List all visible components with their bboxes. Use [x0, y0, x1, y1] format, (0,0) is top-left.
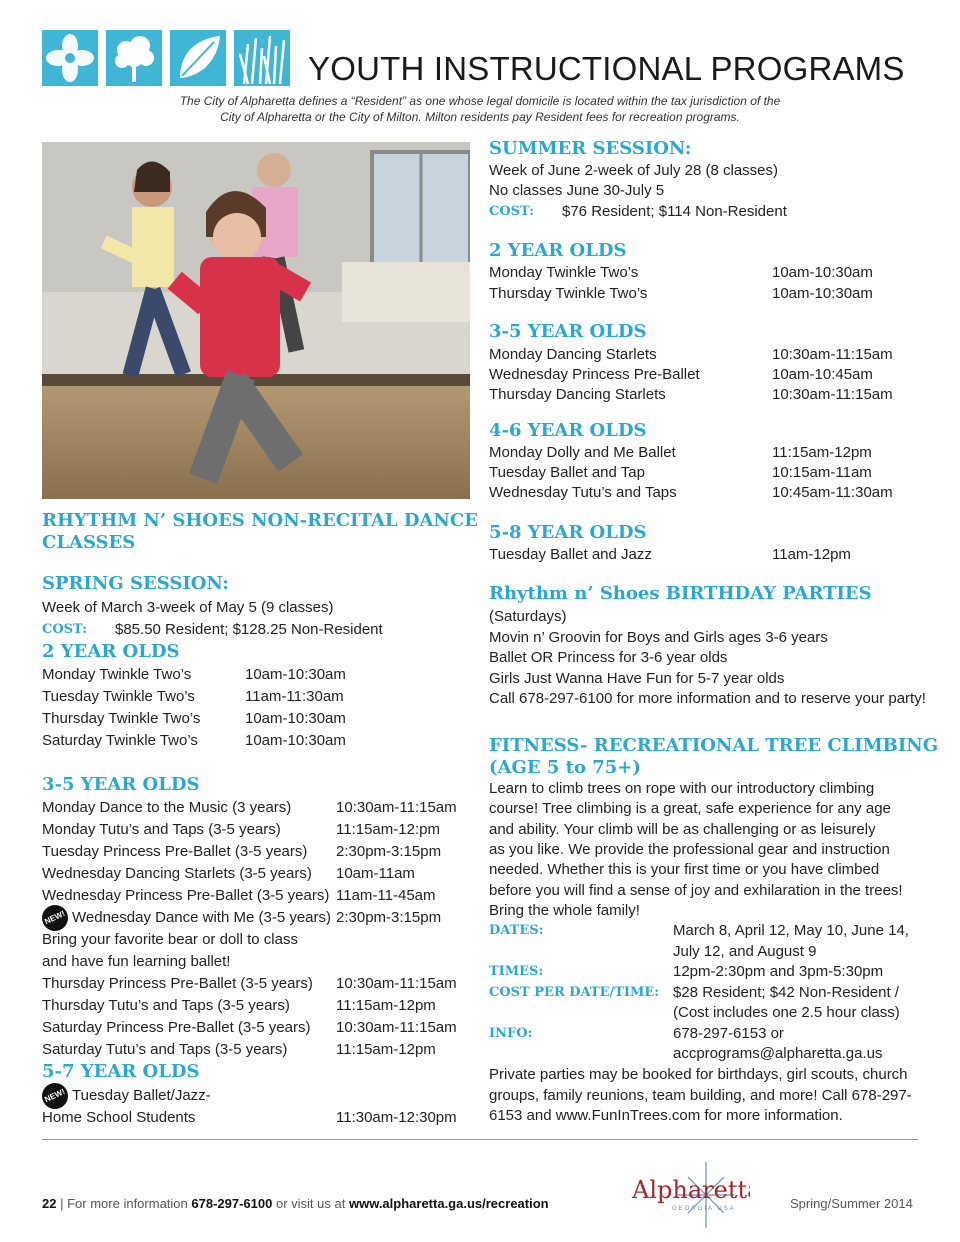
footer-separator: |: [60, 1196, 64, 1211]
birthday-line: Girls Just Wanna Have Fun for 5-7 year olds: [489, 669, 785, 687]
summer-cost-value: $76 Resident; $114 Non-Resident: [562, 203, 787, 220]
class-name: Monday Tutu’s and Taps (3-5 years): [42, 821, 281, 838]
description-line: as you like. We provide the professional gear and instruction: [489, 840, 890, 858]
class-name: Wednesday Dance with Me (3-5 years): [72, 909, 331, 926]
summer-no-classes: No classes June 30-July 5: [489, 182, 665, 199]
ballet-jazz-time: 11:30am-12:30pm: [336, 1109, 457, 1126]
grass-icon: [234, 30, 290, 86]
cost-per-date-value-line-1: $28 Resident; $42 Non-Resident /: [673, 984, 899, 1001]
class-name: Monday Twinkle Two’s: [42, 666, 192, 683]
description-line: before you will find a sense of joy and exhilaration in the trees!: [489, 881, 903, 899]
dates-label: DATES:: [489, 923, 544, 938]
class-name: Saturday Twinkle Two’s: [42, 732, 198, 749]
tree-climbing-heading-line-1: FITNESS- RECREATIONAL TREE CLIMBING: [489, 735, 939, 756]
program-title-line-2: CLASSES: [42, 532, 136, 553]
class-time: 10:30am-11:15am: [772, 346, 893, 363]
cost-per-date-label: COST PER DATE/TIME:: [489, 985, 660, 1000]
class-time: 10:15am-11am: [772, 464, 872, 481]
ballet-jazz-line-1: Tuesday Ballet/Jazz-: [72, 1087, 211, 1104]
class-name: Wednesday Tutu’s and Taps: [489, 484, 677, 501]
times-value: 12pm-2:30pm and 3pm-5:30pm: [673, 963, 884, 980]
footer-website-link[interactable]: www.alpharetta.ga.us/recreation: [348, 1196, 549, 1211]
dance-class-photo: [42, 142, 470, 499]
class-name: Saturday Princess Pre-Ballet (3-5 years): [42, 1019, 311, 1036]
logo-subtext: GEORGIA USA: [672, 1206, 736, 1212]
footer-divider: [42, 1139, 918, 1140]
class-time: 11am-12pm: [772, 546, 851, 563]
class-name: Tuesday Ballet and Jazz: [489, 546, 652, 563]
birthday-parties-heading: Rhythm n’ Shoes BIRTHDAY PARTIES: [489, 583, 872, 604]
summer-3-5-year-heading: 3-5 YEAR OLDS: [489, 321, 647, 342]
description-line: Learn to climb trees on rope with our introductory climbing: [489, 780, 875, 797]
class-name: Monday Dolly and Me Ballet: [489, 444, 676, 461]
summer-session-dates: Week of June 2-week of July 28 (8 classes): [489, 162, 779, 179]
logo-wordmark: Alpharetta: [632, 1176, 750, 1204]
summer-session-heading: SUMMER SESSION:: [489, 138, 692, 159]
class-time: 11am-11:30am: [245, 688, 344, 705]
class-time: 11:15am-12pm: [336, 997, 436, 1014]
birthday-line: (Saturdays): [489, 608, 567, 625]
description-line: and ability. Your climb will be as challenging or as leisurely: [489, 820, 876, 838]
spring-session-dates: Week of March 3-week of May 5 (9 classes): [42, 599, 334, 616]
class-name: Thursday Twinkle Two’s: [42, 710, 201, 727]
class-time: 2:30pm-3:15pm: [336, 843, 442, 860]
class-name: Thursday Twinkle Two’s: [489, 285, 648, 302]
bear-note-line-2: and have fun learning ballet!: [42, 953, 231, 970]
class-time: 2:30pm-3:15pm: [336, 909, 442, 926]
spring-3-5-year-heading: 3-5 YEAR OLDS: [42, 774, 200, 795]
class-time: 10:30am-11:15am: [336, 799, 457, 816]
class-time: 11:15am-12pm: [772, 444, 872, 461]
footer-visit-text: or visit us at: [275, 1196, 346, 1211]
footer-phone: 678-297-6100: [191, 1196, 273, 1211]
class-time: 10am-10:45am: [772, 366, 873, 383]
private-parties-line: Private parties may be booked for birthdays, girl scouts, church: [489, 1066, 908, 1083]
flower-icon: [42, 30, 98, 86]
footer-info-prefix: For more information: [67, 1196, 188, 1211]
dates-value-line-1: March 8, April 12, May 10, June 14,: [673, 922, 909, 939]
class-name: Monday Twinkle Two’s: [489, 264, 639, 281]
class-time: 10:30am-11:15am: [336, 975, 457, 992]
resident-note-line-1: The City of Alpharetta defines a “Resident” as one whose legal domicile is located within the tax jurisdiction of the: [179, 94, 781, 108]
class-time: 10:30am-11:15am: [336, 1019, 457, 1036]
summer-cost-label: COST:: [489, 204, 535, 219]
private-parties-line: groups, family reunions, team building, and more! Call 678-297-: [489, 1086, 912, 1104]
class-time: 10:45am-11:30am: [772, 484, 893, 501]
class-time: 11:15am-12pm: [336, 1041, 436, 1058]
class-name: Monday Dancing Starlets: [489, 346, 657, 363]
spring-2-year-heading: 2 YEAR OLDS: [42, 641, 180, 662]
class-time: 10am-10:30am: [245, 710, 346, 727]
page-title: YOUTH INSTRUCTIONAL PROGRAMS: [308, 50, 905, 87]
spring-5-7-year-heading: 5-7 YEAR OLDS: [42, 1061, 200, 1082]
season-label: Spring/Summer 2014: [790, 1196, 913, 1211]
info-label: INFO:: [489, 1026, 533, 1041]
class-name: Tuesday Ballet and Tap: [489, 464, 645, 481]
times-label: TIMES:: [489, 964, 544, 979]
alpharetta-logo: [630, 1160, 750, 1230]
spring-cost-label: COST:: [42, 622, 88, 637]
class-name: Tuesday Princess Pre-Ballet (3-5 years): [42, 843, 308, 860]
cost-per-date-value-line-2: (Cost includes one 2.5 hour class): [673, 1004, 900, 1021]
footer-info: [42, 1196, 549, 1211]
description-line: Bring the whole family!: [489, 901, 640, 919]
info-phone: 678-297-6153 or: [673, 1025, 784, 1042]
new-badge: NEW!: [38, 1079, 73, 1114]
class-time: 10am-10:30am: [772, 264, 873, 281]
class-time: 10am-11am: [336, 865, 415, 882]
class-name: Wednesday Dancing Starlets (3-5 years): [42, 865, 312, 882]
summer-4-6-year-heading: 4-6 YEAR OLDS: [489, 420, 647, 441]
class-name: Saturday Tutu’s and Taps (3-5 years): [42, 1041, 288, 1058]
new-badge: NEW!: [38, 901, 73, 936]
birthday-line: Ballet OR Princess for 3-6 year olds: [489, 649, 728, 666]
class-time: 10am-10:30am: [245, 666, 346, 683]
class-name: Tuesday Twinkle Two’s: [42, 688, 195, 705]
class-name: Wednesday Princess Pre-Ballet (3-5 years): [42, 887, 330, 904]
class-name: Thursday Dancing Starlets: [489, 386, 666, 403]
class-name: Wednesday Princess Pre-Ballet: [489, 366, 700, 383]
leaf-icon: [170, 30, 226, 86]
class-time: 11am-11-45am: [336, 887, 436, 904]
bear-note-line-1: Bring your favorite bear or doll to class: [42, 931, 298, 948]
description-line: course! Tree climbing is a great, safe experience for any age: [489, 800, 891, 818]
birthday-line: Call 678-297-6100 for more information and to reserve your party!: [489, 690, 926, 707]
summer-2-year-heading: 2 YEAR OLDS: [489, 240, 627, 261]
summer-5-8-year-heading: 5-8 YEAR OLDS: [489, 522, 647, 543]
tree-climbing-heading-line-2: (AGE 5 to 75+): [489, 757, 641, 778]
ballet-jazz-line-2: Home School Students: [42, 1109, 196, 1126]
program-title-line-1: RHYTHM N’ SHOES NON-RECITAL DANCE: [42, 510, 478, 531]
info-email[interactable]: accprograms@alpharetta.ga.us: [673, 1045, 883, 1062]
tree-icon: [106, 30, 162, 86]
private-parties-line: 6153 and www.FunInTrees.com for more information.: [489, 1107, 843, 1124]
resident-note-line-2: City of Alpharetta or the City of Milton. Milton residents pay Resident fees for recreation programs.: [220, 110, 740, 124]
birthday-line: Movin n’ Groovin for Boys and Girls ages 3-6 years: [489, 628, 828, 646]
spring-session-heading: SPRING SESSION:: [42, 573, 229, 594]
dates-value-line-2: July 12, and August 9: [673, 943, 817, 960]
class-name: Thursday Tutu’s and Taps (3-5 years): [42, 997, 290, 1014]
class-time: 10am-10:30am: [245, 732, 346, 749]
description-line: needed. Whether this is your first time or you have climbed: [489, 861, 880, 879]
page-number: 22: [42, 1196, 57, 1211]
class-name: Monday Dance to the Music (3 years): [42, 799, 292, 816]
spring-cost-value: $85.50 Resident; $128.25 Non-Resident: [115, 621, 383, 638]
class-time: 10:30am-11:15am: [772, 386, 893, 403]
class-time: 10am-10:30am: [772, 285, 873, 302]
class-name: Thursday Princess Pre-Ballet (3-5 years): [42, 975, 313, 992]
class-time: 11:15am-12:pm: [336, 821, 440, 838]
